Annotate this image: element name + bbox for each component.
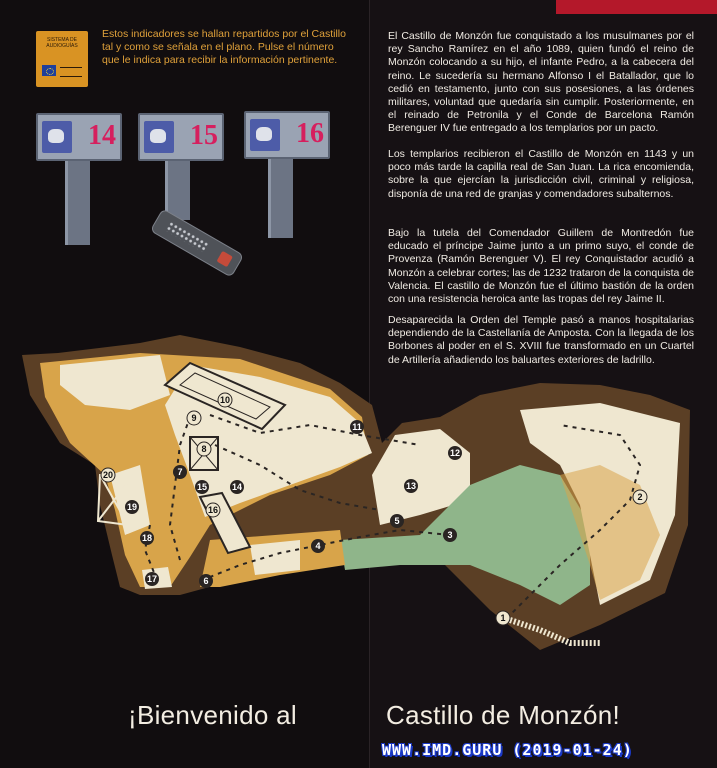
map-point-label: 6 bbox=[203, 576, 209, 586]
indicator-post bbox=[268, 150, 293, 238]
map-point-20 bbox=[101, 468, 115, 482]
indicator-plaque bbox=[138, 113, 224, 161]
audioguide-logo bbox=[36, 31, 88, 87]
history-paragraph-2: Los templarios recibieron el Castillo de Monzón en 1143 y un poco más tarde la capilla real de San Juan. La rica encomienda, sobre la que ejercían la jurisdicción civil, criminal y religiosa, disponía de una red de granjas y comendadores subalternos. bbox=[388, 148, 694, 200]
map-point-3 bbox=[443, 528, 457, 542]
map-point-label: 8 bbox=[201, 444, 207, 454]
map-point-5 bbox=[390, 514, 404, 528]
indicator-number: 15 bbox=[190, 120, 218, 151]
map-point-label: 10 bbox=[219, 395, 231, 405]
map-point-label: 20 bbox=[102, 470, 114, 480]
map-point-label: 19 bbox=[126, 502, 138, 512]
map-point-label: 13 bbox=[405, 481, 417, 491]
castle-map bbox=[0, 325, 717, 655]
map-point-18 bbox=[140, 531, 154, 545]
map-point-label: 12 bbox=[449, 448, 461, 458]
history-paragraph-1: El Castillo de Monzón fue conquistado a los musulmanes por el rey Sancho Ramírez en el año 1089, quien fundó el reino de Monzón colocando a su hijo, el infante Pedro, a la cabecera del reino. Le sucedería su hermano Alfonso I el Batallador, que lo cedió en testamento, junto con sus posesiones, a las órdenes militares, voluntad que quedaría sin cumplir. Posteriormente, en el reinado de Petronila y el Conde de Barcelona Ramón Berenguer IV fue entregado a los templarios por un pacto. bbox=[388, 30, 694, 135]
map-point-15 bbox=[195, 480, 209, 494]
indicator-plaque bbox=[36, 113, 122, 161]
map-point-13 bbox=[404, 479, 418, 493]
map-point-1 bbox=[496, 611, 510, 625]
map-point-label: 4 bbox=[315, 541, 321, 551]
map-point-label: 7 bbox=[177, 467, 183, 477]
map-point-4 bbox=[311, 539, 325, 553]
red-tab bbox=[556, 0, 717, 14]
map-point-label: 18 bbox=[141, 533, 153, 543]
logo-text: SISTEMA DE AUDIOGUÍAS bbox=[46, 37, 78, 49]
welcome-title-left: ¡Bienvenido al bbox=[128, 700, 297, 730]
map-point-label: 17 bbox=[146, 574, 158, 584]
history-paragraph-4: Desaparecida la Orden del Temple pasó a manos hospitalarias dependiendo de la Castellanía de Amposta. Con la llegada de los Borbones al poder en el S. XVIII fue transformado en un Cuartel de Artillería añadiendo los baluartes exteriores de ladrillo. bbox=[388, 314, 694, 366]
map-point-label: 14 bbox=[231, 482, 243, 492]
indicator-number: 16 bbox=[296, 118, 324, 149]
intro-text: Estos indicadores se hallan repartidos por el Castillo tal y como se señala en el plano. Pulse el número que le indica para recibir la información pertinente. bbox=[102, 28, 346, 66]
indicator-number: 14 bbox=[88, 120, 116, 151]
map-point-label: 11 bbox=[352, 422, 362, 432]
castle-south-building bbox=[250, 540, 300, 575]
map-point-17 bbox=[145, 572, 159, 586]
map-point-9 bbox=[187, 411, 201, 425]
welcome-title-right: Castillo de Monzón! bbox=[386, 700, 621, 730]
map-point-12 bbox=[448, 446, 462, 460]
eu-flag-icon bbox=[42, 65, 56, 76]
map-point-label: 3 bbox=[447, 530, 453, 540]
history-paragraph-3: Bajo la tutela del Comendador Guillem de Montredón fue educado el príncipe Jaime junto a un primo suyo, el conde de Provenza (Ramón Berenguer V). El rey Conquistador acudió a Monzón a celebrar cortes; las de 1232 trataron de la conquista de Valencia. El castillo de Monzón fue el último bastión de la orden con una resistencia heroica ante las tropas del rey Jaime II. bbox=[388, 227, 694, 306]
knight-icon bbox=[250, 119, 280, 151]
indicator-post bbox=[65, 150, 90, 245]
map-point-label: 5 bbox=[394, 516, 400, 526]
map-point-6 bbox=[199, 574, 213, 588]
knight-icon bbox=[42, 121, 72, 153]
map-point-label: 9 bbox=[191, 413, 197, 423]
watermark: WWW.IMD.GURU (2019-01-24) bbox=[382, 741, 633, 759]
map-point-8 bbox=[197, 442, 211, 456]
map-point-10 bbox=[218, 393, 232, 407]
map-point-2 bbox=[633, 490, 647, 504]
map-point-label: 16 bbox=[207, 505, 219, 515]
logo-lines bbox=[60, 67, 82, 77]
map-point-11 bbox=[350, 420, 364, 434]
map-point-19 bbox=[125, 500, 139, 514]
indicator-plaque bbox=[244, 111, 330, 159]
map-point-16 bbox=[206, 503, 220, 517]
map-point-label: 15 bbox=[196, 482, 208, 492]
map-point-label: 1 bbox=[500, 613, 506, 623]
map-point-14 bbox=[230, 480, 244, 494]
map-point-label: 2 bbox=[637, 492, 643, 502]
knight-icon bbox=[144, 121, 174, 153]
map-point-7 bbox=[173, 465, 187, 479]
